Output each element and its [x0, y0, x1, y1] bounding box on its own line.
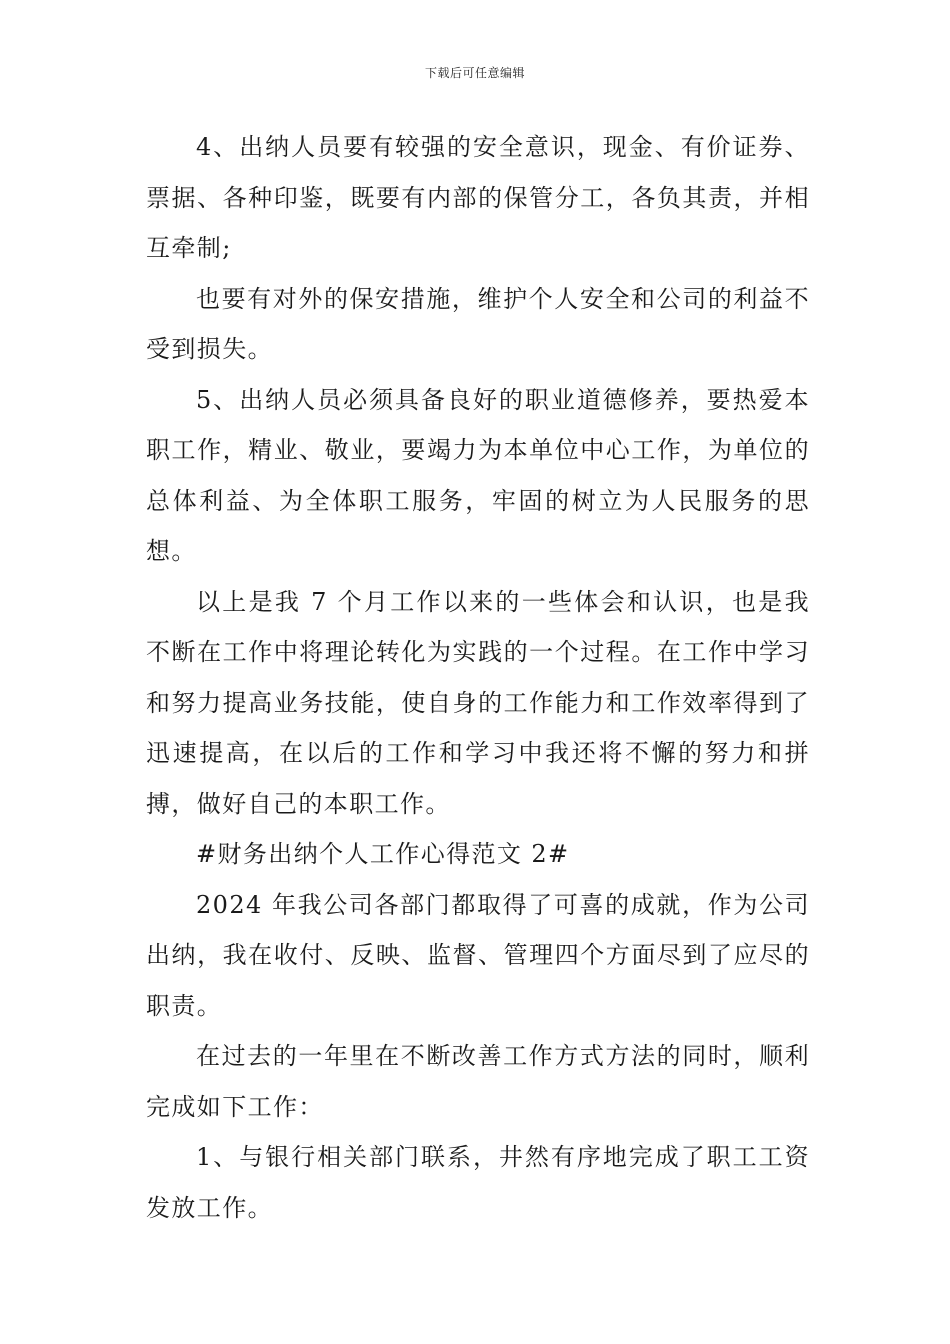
- paragraph-past-year: 在过去的一年里在不断改善工作方式方法的同时，顺利完成如下工作：: [146, 1042, 810, 1121]
- section-heading: #财务出纳个人工作心得范文 2#: [196, 840, 570, 868]
- document-body: [146, 122, 810, 1233]
- paragraph-professional-ethics: 5、出纳人员必须具备良好的职业道德修养，要热爱本职工作，精业、敬业，要竭力为本单位中心工作，为单位的总体利益、为全体职工服务，牢固的树立为人民服务的思想。: [146, 385, 810, 565]
- page-header: 下载后可任意编辑: [424, 66, 525, 80]
- paragraph-achievements: 2024 年我公司各部门都取得了可喜的成就，作为公司出纳，我在收付、反映、监督、管理四个方面尽到了应尽的职责。: [146, 890, 810, 1020]
- paragraph-summary: 以上是我 7 个月工作以来的一些体会和认识，也是我不断在工作中将理论转化为实践的一个过程。在工作中学习和努力提高业务技能，使自身的工作能力和工作效率得到了迅速提高，在以后的工作和学习中我还将不懈的努力和拼搏，做好自己的本职工作。: [146, 587, 810, 818]
- paragraph-item-1: 1、与银行相关部门联系，井然有序地完成了职工工资发放工作。: [146, 1143, 810, 1222]
- paragraph-security-measures: 也要有对外的保安措施，维护个人安全和公司的利益不受到损失。: [146, 284, 810, 363]
- paragraph-cashier-safety: 4、出纳人员要有较强的安全意识，现金、有价证券、票据、各种印鉴，既要有内部的保管分工，各负其责，并相互牵制;: [146, 133, 810, 262]
